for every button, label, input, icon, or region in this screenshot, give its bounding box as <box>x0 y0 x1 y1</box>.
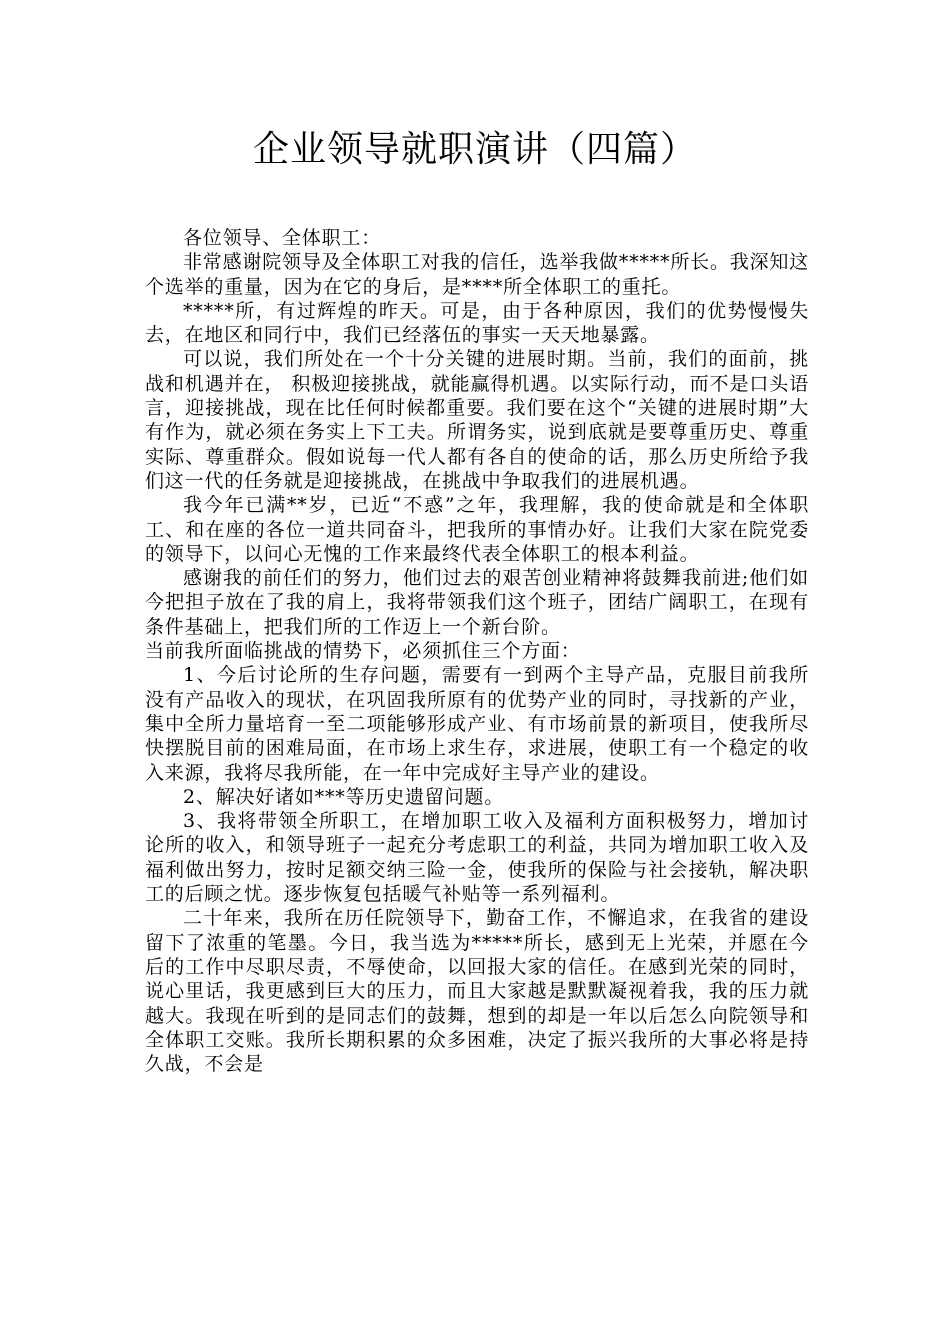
paragraph-thanks: 非常感谢院领导及全体职工对我的信任，选举我做*****所长。我深知这个选举的重量，因为在它的身后，是****所全体职工的重托。 <box>145 251 809 298</box>
paragraph-three-aspects: 当前我所面临挑战的情势下，必须抓住三个方面： <box>145 640 581 663</box>
paragraph-critical-period: 可以说，我们所处在一个十分关键的进展时期。当前，我们的面前，挑战和机遇并在， 积极迎接挑战，就能赢得机遇。以实际行动，而不是口头语言，迎接挑战，现在比任何时候都重要。我们要在这个“关键的进展时期”大有作为，就必须在务实上下工夫。所谓务实，说到底就是要尊重历史、尊重实际、尊重群众。假如说每一代人都有各自的使命的话，那么历史所给予我们这一代的任务就是迎接挑战，在挑战中争取我们的进展机遇。 <box>145 348 809 492</box>
list-item-3: 3、我将带领全所职工，在增加职工收入及福利方面积极努力，增加讨论所的收入，和领导班子一起充分考虑职工的利益，共同为增加职工收入及福利做出努力，按时足额交纳三险一金，使我所的保险与社会接轨，解决职工的后顾之忧。逐步恢复包括暖气补贴等一系列福利。 <box>145 810 809 906</box>
document-title: 企业领导就职演讲（四篇） <box>252 129 697 170</box>
paragraph-mission: 我今年已满**岁，已近“不惑”之年，我理解，我的使命就是和全体职工、和在座的各位一道共同奋斗，把我所的事情办好。让我们大家在院党委的领导下，以问心无愧的工作来最终代表全体职工的根本利益。 <box>145 494 809 565</box>
document-body <box>145 226 809 1076</box>
list-item-1: 1、今后讨论所的生存问题，需要有一到两个主导产品，克服目前我所没有产品收入的现状，在巩固我所原有的优势产业的同时，寻找新的产业，集中全所力量培育一至二项能够形成产业、有市场前景的新项目，使我所尽快摆脱目前的困难局面，在市场上求生存，求进展，使职工有一个稳定的收入来源，我将尽我所能，在一年中完成好主导产业的建设。 <box>145 664 809 784</box>
paragraph-predecessors: 感谢我的前任们的努力，他们过去的艰苦创业精神将鼓舞我前进;他们如今把担子放在了我的肩上，我将带领我们这个班子，团结广阔职工，在现有条件基础上，把我们所的工作迈上一个新台阶。 <box>145 567 809 638</box>
paragraph-history: *****所，有过辉煌的昨天。可是，由于各种原因，我们的优势慢慢失去，在地区和同行中，我们已经落伍的事实一天天地暴露。 <box>145 299 809 347</box>
paragraph-twenty-years: 二十年来，我所在历任院领导下，勤奋工作，不懈追求，在我省的建设留下了浓重的笔墨。今日，我当选为*****所长，感到无上光荣，并愿在今后的工作中尽职尽责，不辱使命，以回报大家的信任。在感到光荣的同时，说心里话，我更感到巨大的压力，而且大家越是默默凝视着我，我的压力就越大。我现在听到的是同志们的鼓舞，想到的却是一年以后怎么向院领导和全体职工交账。我所长期积累的众多困难，决定了振兴我所的大事必将是持久战，不会是 <box>145 907 809 1076</box>
salutation: 各位领导、全体职工： <box>183 227 382 249</box>
list-item-2: 2、解决好诸如***等历史遗留问题。 <box>183 785 504 808</box>
